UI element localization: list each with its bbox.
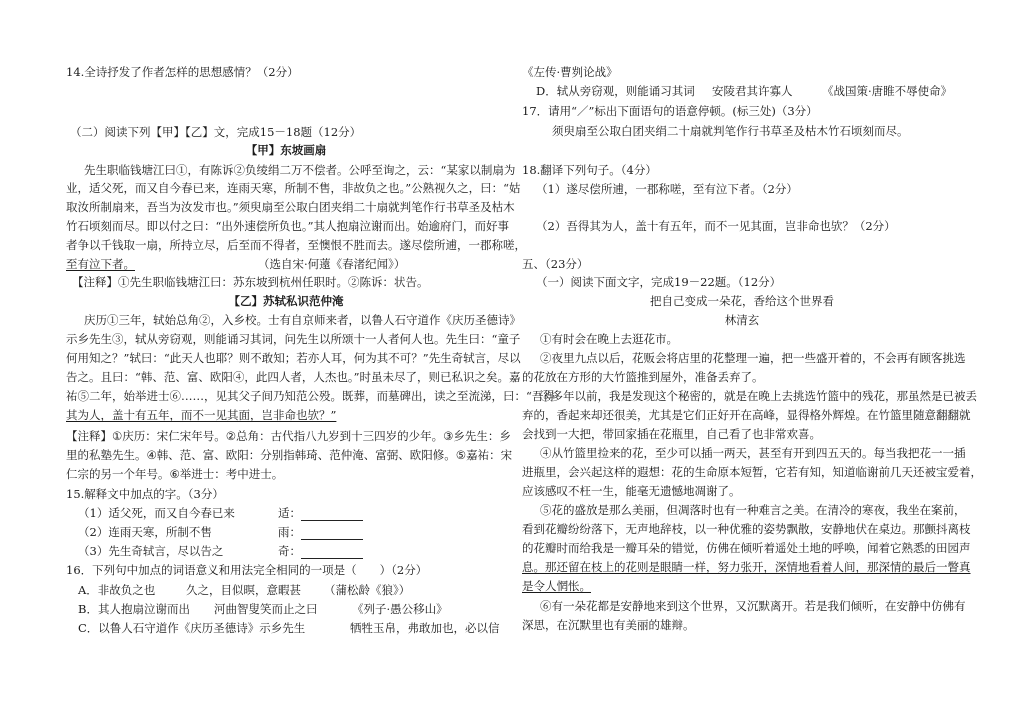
q16-option-compare: 久之，目似暝，意暇甚 bbox=[186, 583, 301, 597]
q15-item-answer: 奇： bbox=[278, 543, 363, 559]
yi-line: 庆历①三年，轼始总角②，入乡校。士有自京师来者，以鲁人石守道作《庆历圣德诗》 bbox=[84, 313, 521, 327]
yi-line: 祐⑤二年，始举进士⑥……，见其父子间乃知范公殁。既葬，而墓碑出，读之至流涕，曰：“吾得 bbox=[66, 389, 555, 403]
essay-line: ④从竹篮里捡来的花，至少可以插一两天，甚至有开到四五天的。每当我把花一一插 bbox=[540, 446, 966, 460]
yi-line: 何用知之？”轼曰：“此天人也耶？则不敢知；若亦人耳，何为其不可？”先生奇轼言，尽以 bbox=[66, 351, 521, 365]
question-17: 17．请用“／”标出下面语句的语意停顿。(标三处)（3分） bbox=[522, 104, 818, 118]
answer-blank[interactable] bbox=[301, 548, 363, 559]
essay-line: ②夜里九点以后，花贩会将店里的花整理一遍，把一些盛开着的，不会再有顾客挑选 bbox=[540, 351, 966, 365]
essay-line: ①有时会在晚上去逛花市。 bbox=[540, 332, 678, 346]
q16-option-d: D．轼从旁窃观，则能诵习其词 bbox=[536, 84, 695, 98]
yi-title: 【乙】苏轼私识范仲淹 bbox=[228, 294, 344, 308]
jia-title: 【甲】东坡画扇 bbox=[245, 143, 327, 157]
jia-note: 【注释】①先生职临钱塘江曰：苏东坡到杭州任职时。②陈诉：状告。 bbox=[72, 275, 429, 289]
section-5-1-heading: （一）阅读下面文字，完成19－22题。（12分） bbox=[536, 275, 782, 289]
essay-line: ③多年以前，我是发现这个秘密的，就是在晚上去挑选竹篮中的残花，那虽然是已被丢 bbox=[540, 389, 977, 403]
yi-note: 仁宗的另一个年号。⑥举进士：考中进士。 bbox=[66, 467, 284, 481]
yi-line-underlined: 其为人，盖十有五年，而不一见其面，岂非命也欤？” bbox=[66, 408, 337, 422]
q15-item-answer: 雨： bbox=[278, 524, 363, 540]
section-2-heading: （二）阅读下列【甲】【乙】文，完成15－18题（12分） bbox=[70, 125, 362, 139]
essay-line: ⑥有一朵花都是安静地来到这个世界，又沉默离开。若是我们倾听，在安静中仿佛有 bbox=[540, 599, 966, 613]
q16-option-compare: 河曲智叟笑而止之曰 bbox=[214, 602, 318, 616]
q16-option-d-source: 《战国策·唐睢不辱使命》 bbox=[822, 84, 953, 98]
jia-line-text: 取汝所制扇来，吾当为汝发市也。”须臾扇至公取白团夹绢二十扇就判笔作行书草圣及枯木 bbox=[66, 200, 515, 214]
q16-option: A．非故负之也 bbox=[78, 583, 156, 597]
q15-item-text: （2）连雨天寒，所制不售 bbox=[78, 525, 212, 539]
jia-line bbox=[66, 199, 515, 215]
q18-item: （1）遂尽偿所逋，一郡称嗟，至有泣下者。（2分） bbox=[536, 182, 798, 196]
q16-option-compare: 牺牲玉帛，弗敢加也，必以信 bbox=[350, 621, 500, 635]
jia-source: （选自宋·何薳《春渚纪闻》） bbox=[258, 257, 406, 271]
essay-line: ⑤花的盛放是那么美丽，但凋落时也有一种难言之美。在清冷的寒夜，我坐在案前， bbox=[540, 503, 966, 517]
jia-line: 先生职临钱塘江曰①，有陈诉②负绫绢二万不偿者。公呼至询之，云：“某家以制扇为 bbox=[84, 163, 516, 177]
q15-item-answer: 适： bbox=[278, 505, 363, 521]
section-5-heading: 五、（23分） bbox=[522, 257, 589, 271]
essay-line: 应该感叹不枉一生，能毫无遗憾地凋谢了。 bbox=[522, 484, 741, 498]
question-15: 15.解释文中加点的字。（3分） bbox=[66, 487, 224, 501]
essay-line-underlined: 是令人惘怅。 bbox=[522, 579, 591, 593]
yi-line: 示乡先生③，轼从旁窃观，则能诵习其词，问先生以所颂十一人者何人也。先生曰：“童子 bbox=[66, 332, 521, 346]
option-c-source: 《左传·曹刿论战》 bbox=[522, 65, 618, 79]
essay-line-underlined: 息。那还留在枝上的花则是眼睛一样，努力张开，深情地看着人间，那深情的最后一瞥真 bbox=[522, 560, 971, 574]
question-18: 18.翻译下列句子。（4分） bbox=[522, 163, 657, 177]
essay-line: 深思，在沉默里也有美丽的雄辩。 bbox=[522, 618, 695, 632]
jia-line: 者争以千钱取一扇，所持立尽，后至而不得者，至懊恨不胜而去。遂尽偿所逋，一郡称嗟， bbox=[66, 238, 526, 252]
answer-blank[interactable] bbox=[301, 510, 363, 521]
q16-option-d-compare: 安陵君其许寡人 bbox=[712, 84, 793, 98]
essay-title: 把自己变成一朵花，香给这个世界看 bbox=[650, 294, 834, 308]
essay-line: 会找到一大把，带回家插在花瓶里，自己看了也非常欢喜。 bbox=[522, 427, 821, 441]
q16-option: B．其人抱扇泣谢而出 bbox=[78, 602, 190, 616]
yi-note: 【注释】①庆历：宋仁宋年号。②总角：古代指八九岁到十三四岁的少年。③乡先生：乡 bbox=[66, 429, 511, 443]
yi-line: 告之。且曰：“韩、范、富、欧阳④，此四人者，人杰也。”时虽未尽了，则已私识之矣。嘉 bbox=[66, 370, 521, 384]
essay-line: 的花放在方形的大竹篮推到屋外，准备丢弃了。 bbox=[522, 370, 764, 384]
jia-line: 竹石顷刻而尽。即以付之曰：“出外速偿所负也。”其人抱扇泣谢而出。始逾府门，而好事 bbox=[66, 219, 510, 233]
essay-line: 进瓶里，会兴起这样的遐想：花的生命原本短暂，它若有知，知道临谢前几天还被宝爱着， bbox=[522, 465, 982, 479]
essay-line: 看到花瓣纷纷落下，无声地辞枝，以一种优雅的姿势飘散，安静地伏在桌边。那颤抖离枝 bbox=[522, 522, 971, 536]
q15-item-text: （3）先生奇轼言，尽以告之 bbox=[78, 544, 224, 558]
q18-item: （2）吾得其为人，盖十有五年，而不一见其面，岂非命也欤？（2分） bbox=[536, 219, 896, 233]
essay-line: 弃的，香起来却还很美，尤其是它们正好开在高峰，显得格外辉煌。在竹篮里随意翻翻就 bbox=[522, 408, 971, 422]
essay-line: 的花瓣时而给我是一瓣耳朵的错觉，仿佛在倾听着遥处土地的呼唤，闻着它熟悉的田园声 bbox=[522, 541, 971, 555]
q16-option-source: （蒲松龄《狼》） bbox=[324, 583, 411, 597]
essay-author: 林清玄 bbox=[724, 313, 760, 327]
answer-blank[interactable] bbox=[301, 529, 363, 540]
question-16: 16．下列句中加点的词语意义和用法完全相同的一项是（ ）（2分） bbox=[66, 563, 428, 577]
q15-item-text: （1）适父死，而又自今春已来 bbox=[78, 506, 235, 520]
q16-option-source: 《列子·愚公移山》 bbox=[352, 602, 448, 616]
jia-line: 业，适父死，而又自今春已来，连雨天寒，所制不售，非故负之也。”公熟视久之，曰：“姑 bbox=[66, 181, 521, 195]
yi-note: 里的私塾先生。④韩、范、富、欧阳：分别指韩琦、范仲淹、富弼、欧阳修。⑤嘉祐：宋 bbox=[66, 448, 513, 462]
q17-sentence: 须臾扇至公取白团夹绢二十扇就判笔作行书草圣及枯木竹石顷刻而尽。 bbox=[552, 124, 909, 138]
jia-line-underlined: 至有泣下者。 bbox=[66, 257, 135, 271]
question-14: 14.全诗抒发了作者怎样的思想感情？（2分） bbox=[66, 65, 299, 79]
q16-option: C．以鲁人石守道作《庆历圣德诗》示乡先生 bbox=[78, 621, 306, 635]
